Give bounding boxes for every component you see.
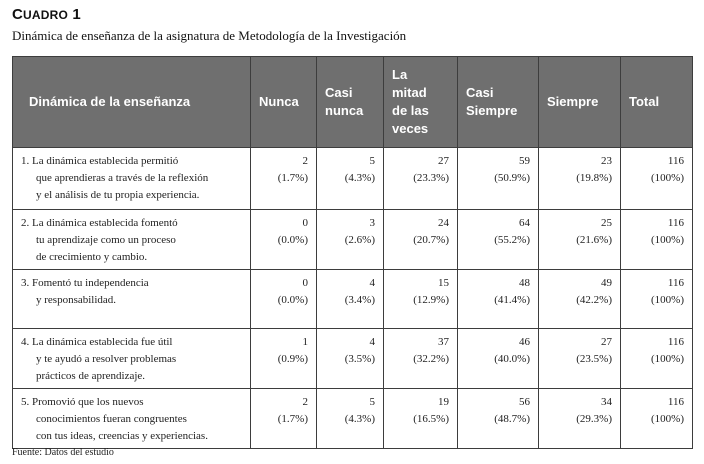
percent-value: (48.7%): [494, 413, 530, 425]
count-value: 64: [519, 217, 530, 229]
header-label: Casi: [325, 85, 353, 100]
count-value: 27: [438, 155, 449, 167]
row-description: [13, 389, 251, 449]
value-cell: [539, 389, 621, 449]
count-value: 3: [369, 217, 375, 229]
count-value: 116: [667, 155, 684, 167]
description-line: 3. Fomentó tu independencia: [21, 277, 149, 289]
count-value: 4: [369, 336, 375, 348]
count-value: 116: [667, 336, 684, 348]
percent-value: (0.9%): [277, 353, 308, 365]
percent-value: (4.3%): [344, 172, 375, 184]
percent-value: (12.9%): [413, 294, 449, 306]
caption-label-first: C: [12, 6, 24, 23]
header-label: Total: [629, 94, 660, 109]
value-cell: [621, 210, 693, 270]
percent-value: (42.2%): [576, 294, 612, 306]
count-value: 56: [519, 396, 530, 408]
count-value: 46: [519, 336, 530, 348]
percent-value: (3.4%): [344, 294, 375, 306]
table-row: [13, 148, 693, 210]
header-label: Casi: [466, 85, 494, 100]
value-cell: [384, 148, 458, 210]
count-value: 37: [438, 336, 449, 348]
count-value: 24: [438, 217, 449, 229]
header-label: mitad: [392, 85, 427, 100]
value-cell: [621, 329, 693, 389]
percent-value: (100%): [651, 413, 684, 425]
header-label: nunca: [325, 103, 364, 118]
description-line: 5. Promovió que los nuevos: [21, 396, 144, 408]
percent-value: (19.8%): [576, 172, 612, 184]
percent-value: (2.6%): [344, 234, 375, 246]
description-line: y el análisis de tu propia experiencia.: [36, 189, 200, 201]
value-cell: [251, 148, 317, 210]
caption-label-number: 1: [72, 6, 81, 23]
table-row: [13, 389, 693, 449]
value-cell: [251, 270, 317, 329]
row-description: [13, 329, 251, 389]
header-label: Dinámica de la enseñanza: [29, 94, 191, 109]
description-line: conocimientos fueran congruentes: [36, 413, 187, 425]
header-label: de las: [392, 103, 429, 118]
header-cell: [539, 57, 621, 148]
value-cell: [384, 270, 458, 329]
description-line: y responsabilidad.: [36, 294, 117, 306]
percent-value: (1.7%): [277, 172, 308, 184]
percent-value: (32.2%): [413, 353, 449, 365]
header-label: Nunca: [259, 94, 299, 109]
description-line: y te ayudó a resolver problemas: [36, 353, 177, 365]
percent-value: (100%): [651, 353, 684, 365]
percent-value: (21.6%): [576, 234, 612, 246]
count-value: 2: [302, 155, 308, 167]
percent-value: (41.4%): [494, 294, 530, 306]
table-caption-subtitle: Dinámica de enseñanza de la asignatura de Metodología de la Investigación: [12, 28, 407, 43]
percent-value: (100%): [651, 172, 684, 184]
header-cell: [317, 57, 384, 148]
table-row: [13, 270, 693, 329]
percent-value: (23.3%): [413, 172, 449, 184]
count-value: 15: [438, 277, 449, 289]
value-cell: [539, 329, 621, 389]
value-cell: [384, 389, 458, 449]
percent-value: (3.5%): [344, 353, 375, 365]
value-cell: [539, 148, 621, 210]
value-cell: [317, 270, 384, 329]
value-cell: [621, 389, 693, 449]
header-label: La: [392, 67, 408, 82]
table-row: [13, 329, 693, 389]
description-line: 4. La dinámica establecida fue útil: [21, 336, 173, 348]
count-value: 0: [302, 217, 308, 229]
count-value: 0: [302, 277, 308, 289]
table-header-row: [13, 57, 693, 148]
value-cell: [384, 210, 458, 270]
count-value: 27: [601, 336, 612, 348]
value-cell: [251, 389, 317, 449]
value-cell: [458, 389, 539, 449]
header-label: veces: [392, 121, 429, 136]
percent-value: (1.7%): [277, 413, 308, 425]
description-line: tu aprendizaje como un proceso: [36, 234, 176, 246]
percent-value: (16.5%): [413, 413, 449, 425]
percent-value: (55.2%): [494, 234, 530, 246]
value-cell: [621, 148, 693, 210]
header-label: Siempre: [547, 94, 599, 109]
count-value: 116: [667, 277, 684, 289]
count-value: 116: [667, 217, 684, 229]
source-note: Fuente: Datos del estudio: [12, 447, 114, 458]
description-line: 2. La dinámica establecida fomentó: [21, 217, 178, 229]
value-cell: [317, 389, 384, 449]
description-line: con tus ideas, creencias y experiencias.: [36, 430, 208, 442]
count-value: 5: [369, 155, 375, 167]
description-line: de crecimiento y cambio.: [36, 251, 148, 263]
description-line: 1. La dinámica establecida permitió: [21, 155, 179, 167]
value-cell: [458, 270, 539, 329]
data-table: [12, 56, 693, 449]
header-cell: [251, 57, 317, 148]
table-caption-label: [12, 6, 81, 23]
table-row: [13, 210, 693, 270]
percent-value: (20.7%): [413, 234, 449, 246]
header-cell: [458, 57, 539, 148]
header-label: Siempre: [466, 103, 518, 118]
percent-value: (100%): [651, 234, 684, 246]
value-cell: [317, 210, 384, 270]
value-cell: [539, 210, 621, 270]
count-value: 59: [519, 155, 530, 167]
percent-value: (40.0%): [494, 353, 530, 365]
value-cell: [621, 270, 693, 329]
count-value: 116: [667, 396, 684, 408]
percent-value: (23.5%): [576, 353, 612, 365]
count-value: 5: [369, 396, 375, 408]
description-line: prácticos de aprendizaje.: [36, 370, 146, 382]
row-description: [13, 148, 251, 210]
count-value: 23: [601, 155, 612, 167]
description-line: que aprendieras a través de la reflexión: [36, 172, 209, 184]
value-cell: [458, 210, 539, 270]
percent-value: (0.0%): [277, 234, 308, 246]
value-cell: [251, 329, 317, 389]
value-cell: [539, 270, 621, 329]
value-cell: [317, 148, 384, 210]
percent-value: (0.0%): [277, 294, 308, 306]
count-value: 1: [302, 336, 308, 348]
count-value: 48: [519, 277, 530, 289]
count-value: 19: [438, 396, 449, 408]
value-cell: [384, 329, 458, 389]
percent-value: (50.9%): [494, 172, 530, 184]
value-cell: [458, 148, 539, 210]
count-value: 34: [601, 396, 612, 408]
row-description: [13, 270, 251, 329]
percent-value: (100%): [651, 294, 684, 306]
percent-value: (29.3%): [576, 413, 612, 425]
value-cell: [458, 329, 539, 389]
row-description: [13, 210, 251, 270]
count-value: 4: [369, 277, 375, 289]
header-cell: [621, 57, 693, 148]
value-cell: [317, 329, 384, 389]
count-value: 2: [302, 396, 308, 408]
count-value: 49: [601, 277, 612, 289]
value-cell: [251, 210, 317, 270]
header-cell: [384, 57, 458, 148]
caption-label-rest: UADRO: [23, 8, 69, 22]
header-cell: [13, 57, 251, 148]
percent-value: (4.3%): [344, 413, 375, 425]
count-value: 25: [601, 217, 612, 229]
